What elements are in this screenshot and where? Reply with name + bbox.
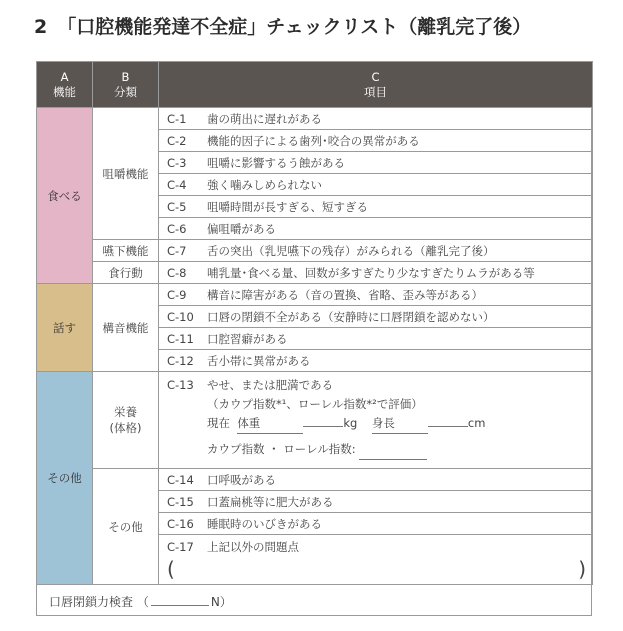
subcategory-nutrition: 栄養 (体格) [93,372,159,469]
subcategory-other: その他 [93,469,159,585]
lip-closure-label: 口唇閉鎖力検査 [49,595,134,609]
table-row [37,240,593,262]
checklist-item: C-3 咀嚼に影響するう蝕がある [159,152,593,174]
c13-index-line: カウプ指数 ・ ローレル指数: [167,440,592,460]
c17-close-paren: ) [578,557,586,581]
checklist-item: C-14 口呼吸がある [159,469,593,491]
height-field[interactable]: 身長 [372,414,428,434]
checklist-item: C-6 偏咀嚼がある [159,218,593,240]
title-text: 「口腔機能発達不全症」チェックリスト（離乳完了後） [57,16,532,38]
subcategory-feeding: 食行動 [93,262,159,284]
checklist-item: C-5 咀嚼時間が長すぎる、短すぎる [159,196,593,218]
checklist-sheet [36,61,592,616]
category-eat: 食べる [37,108,93,284]
checklist-item: C-9 構音に障害がある（音の置換、省略、歪み等がある） [159,284,593,306]
table-row [37,284,593,306]
checklist-item-c17: C-17 上記以外の問題点 ( ) [159,535,593,585]
checklist-item: C-11 口腔習癖がある [159,328,593,350]
index-field[interactable] [359,440,427,460]
table-row [37,469,593,491]
checklist-table [36,61,593,585]
table-row [37,108,593,130]
title-number: 2 [34,16,48,38]
header-c: C 項目 [159,62,593,108]
table-row [37,262,593,284]
subcategory-chewing: 咀嚼機能 [93,108,159,240]
checklist-item: C-1 歯の萌出に遅れがある [159,108,593,130]
checklist-item: C-12 舌小帯に異常がある [159,350,593,372]
subcategory-articulation: 構音機能 [93,284,159,372]
checklist-item: C-4 強く噛みしめられない [159,174,593,196]
checklist-item: C-2 機能的因子による歯列･咬合の異常がある [159,130,593,152]
lip-closure-field[interactable] [151,605,209,606]
checklist-item: C-8 哺乳量･食べる量、回数が多すぎたり少なすぎたりムラがある等 [159,262,593,284]
checklist-item: C-16 睡眠時のいびきがある [159,513,593,535]
c13-measure-line: 現在 体重 kg 身長 cm [167,414,592,434]
checklist-item-c13: C-13 やせ、または肥満である （カウプ指数*¹、ローレル指数*²で評価） 現在 体重 kg 身長 cm カウプ指数 ・ ローレル指数: [159,372,593,469]
category-other: その他 [37,372,93,585]
checklist-item: C-7 舌の突出（乳児嚥下の残存）がみられる（離乳完了後） [159,240,593,262]
header-b: B 分類 [93,62,159,108]
checklist-item: C-15 口蓋扁桃等に肥大がある [159,491,593,513]
header-row [37,62,593,108]
subcategory-swallowing: 嚥下機能 [93,240,159,262]
lip-closure-test: 口唇閉鎖力検査 （ N） [37,584,591,616]
header-a: A 機能 [37,62,93,108]
checklist-item: C-10 口唇の閉鎖不全がある（安静時に口唇閉鎖を認めない） [159,306,593,328]
c13-index-note: （カウプ指数*¹、ローレル指数*²で評価） [207,397,423,411]
table-row [37,372,593,469]
category-talk: 話す [37,284,93,372]
weight-field[interactable]: 体重 [237,414,303,434]
page-title [34,12,531,39]
c17-open-paren: ( [167,557,175,581]
